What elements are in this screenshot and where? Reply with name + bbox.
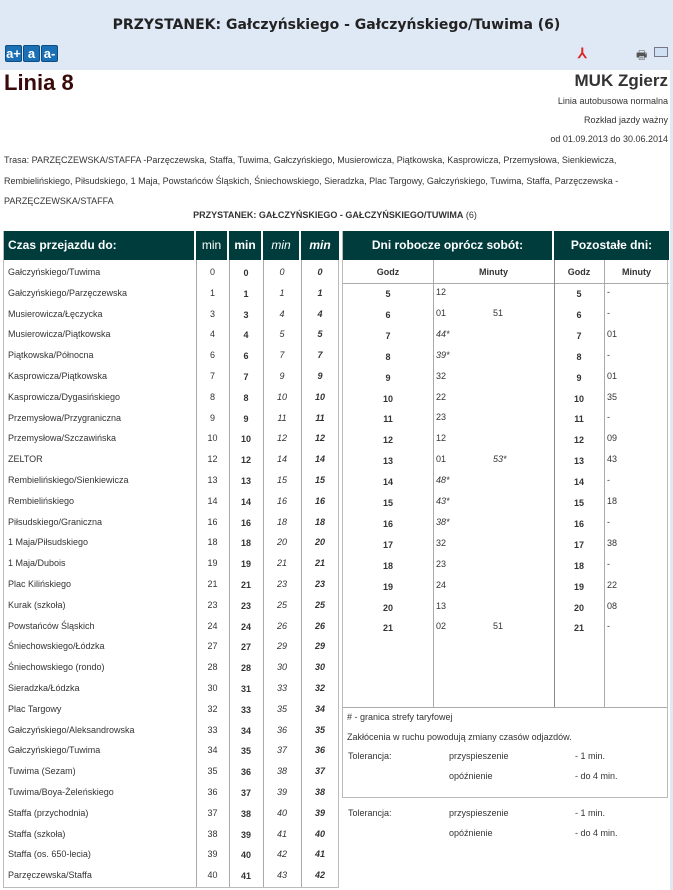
font-size-controls [5,45,58,62]
stop-name: Kasprowicza/Dygasińskiego [8,391,121,402]
travel-minutes: 43 [276,870,287,881]
font-normal-button[interactable]: a [23,45,40,62]
travel-minutes: 25 [276,599,287,610]
tolerance-late: opóźnienie [449,828,493,838]
stop-name: Tuwima/Boya-Żeleńskiego [8,787,114,797]
min-header: min [196,231,229,260]
fare-zone-note: # - granica strefy taryfowej [347,712,453,722]
other-minute: 38 [607,537,618,548]
travel-minutes: 32 [207,703,218,714]
other-minute: - [607,516,610,527]
travel-minutes: 38 [240,808,251,819]
travel-time-header: Czas przejazdu do: [4,231,196,260]
weekday-hour: 7 [385,330,391,341]
other-minute: 43 [607,454,618,465]
other-hour: 20 [573,602,584,613]
travel-minutes: 3 [243,309,249,320]
stop-name: Plac Targowy [8,703,62,714]
stop-heading-number: (6) [465,210,477,220]
travel-minutes: 35 [207,766,218,777]
travel-minutes: 23 [240,600,251,611]
other-hour: 17 [573,539,584,550]
travel-minutes: 1 [279,287,285,298]
travel-minutes: 29 [314,641,325,652]
travel-minutes: 31 [240,684,251,694]
weekday-minute: 24 [436,579,447,590]
other-hour: 16 [573,518,584,529]
stop-name: 1 Maja/Piłsudskiego [8,537,89,548]
travel-minutes: 41 [276,828,287,839]
travel-minutes: 15 [314,475,325,485]
other-minute: - [607,558,610,569]
travel-minutes: 18 [240,538,251,549]
tolerance-early-value: - 1 min. [575,751,606,761]
stop-name: Parzęczewska/Staffa [8,870,92,881]
travel-minutes: 15 [276,475,287,485]
travel-minutes: 40 [314,828,325,839]
print-icon[interactable]: 🖶 [636,48,648,62]
other-hour: 18 [573,560,584,571]
travel-minutes: 39 [240,829,251,840]
tolerance-late-value: - do 4 min. [575,828,618,838]
departures-table [342,231,668,838]
weekday-minute-italic: 38* [436,516,450,527]
weekday-minutes-header: Minuty [433,260,554,284]
travel-minutes: 42 [314,870,325,881]
travel-minutes: 34 [314,703,325,714]
stop-name: Gałczyńskiego/Parzęczewska [8,287,128,298]
travel-minutes: 21 [276,558,287,569]
travel-minutes: 16 [276,495,287,506]
validity-label: Rozkład jazdy ważny [583,115,668,125]
other-minute: - [607,412,610,423]
travel-minutes: 36 [276,724,287,735]
travel-minutes: 7 [317,350,323,361]
travel-minutes: 12 [240,455,251,466]
other-hour: 12 [573,435,584,446]
other-hour-header: Godz [554,260,604,284]
stop-heading-name: PRZYSTANEK: GAŁCZYŃSKIEGO - GAŁCZYŃSKIEGO/TUWIMA [193,210,464,220]
weekday-hour: 6 [385,309,391,320]
travel-minutes: 27 [207,641,218,652]
other-hour: 13 [573,456,584,467]
other-hour: 15 [573,498,584,508]
travel-minutes: 10 [314,391,325,402]
travel-minutes: 21 [314,558,325,569]
travel-minutes: 30 [207,683,218,693]
travel-minutes: 18 [276,516,287,527]
weekday-hour: 10 [382,393,393,404]
travel-minutes: 4 [243,330,249,341]
travel-minutes: 5 [279,329,285,340]
travel-minutes: 4 [209,329,215,340]
stop-name: Kasprowicza/Piątkowska [8,371,108,381]
validity-range: od 01.09.2013 do 30.06.2014 [550,134,668,144]
travel-minutes: 42 [276,849,287,860]
travel-minutes: 9 [279,371,285,381]
stop-name: Sieradzka/Łódzka [8,683,80,693]
min-header: min [229,231,263,260]
travel-minutes: 14 [207,495,218,506]
travel-minutes: 7 [243,372,249,382]
stop-name: Plac Kilińskiego [8,579,72,589]
travel-minutes: 23 [207,599,218,610]
other-minute: 18 [607,496,618,506]
stop-name: Śniechowskiego (rondo) [8,662,105,673]
weekday-hour: 13 [382,456,393,467]
other-hour: 11 [574,414,584,425]
travel-minutes: 24 [207,620,218,631]
page-title: PRZYSTANEK: Gałczyńskiego - Gałczyńskiego/Tuwima (6) [112,17,561,33]
travel-minutes: 16 [207,516,218,527]
weekday-minute-italic: 39* [436,349,450,360]
tolerance-label: Tolerancja: [348,808,392,818]
travel-minutes: 39 [207,849,218,860]
stop-name: Gałczyńskiego/Aleksandrowska [8,724,135,735]
travel-minutes: 11 [277,412,287,423]
travel-minutes: 12 [207,454,218,465]
travel-time-table [3,231,339,888]
weekday-hour: 15 [382,498,393,508]
other-minutes-header: Minuty [604,260,669,284]
travel-minutes: 37 [314,766,325,777]
travel-minutes: 35 [240,746,251,757]
travel-minutes: 10 [207,433,218,444]
travel-minutes: 39 [314,807,325,818]
weekday-minute-italic: 53* [493,454,507,465]
travel-minutes: 36 [207,787,218,797]
travel-minutes: 27 [240,642,251,653]
travel-minutes: 9 [243,413,249,424]
travel-minutes: 39 [276,787,287,797]
stop-name: 1 Maja/Dubois [8,558,66,569]
disruption-note: Zakłócenia w ruchu powodują zmiany czasów odjazdów. [347,732,572,742]
stop-name: Przemysłowa/Szczawińska [8,433,117,444]
stop-name: Staffa (os. 650-lecia) [8,849,91,860]
other-hour: 7 [576,330,582,341]
weekday-hour: 8 [385,351,391,362]
travel-minutes: 38 [207,828,218,839]
travel-minutes: 1 [317,287,323,298]
travel-minutes: 8 [209,391,215,402]
travel-minutes: 34 [207,745,218,756]
weekday-minute: 01 [436,307,447,318]
route-description: Trasa: PARZĘCZEWSKA/STAFFA -Parzęczewska, Staffa, Tuwima, Gałczyńskiego, Musierowicza, Piątkowska, Kasprowicza, Przemysłowa, Sienkiewicza, Rembielińskiego, Piłsudskiego, 1 Maja, Powstańców Śląskich, Śniechowskiego, Sieradzka, Plac Targowy, Gałczyńskiego, Tuwima, Staffa, Parzęczewska - PARZĘCZEWSKA/STAFFA [4,155,619,206]
travel-minutes: 41 [314,849,325,860]
travel-minutes: 40 [207,870,218,881]
weekday-minute-italic: 48* [436,475,450,486]
timetable-content [0,70,670,890]
other-hour: 19 [573,581,584,592]
other-minute: 09 [607,433,618,444]
travel-minutes: 18 [207,537,218,548]
stop-name: Tuwima (Sezam) [8,766,76,777]
travel-minutes: 19 [207,558,218,569]
travel-minutes: 30 [276,662,287,673]
travel-minutes: 0 [243,268,249,278]
tolerance-late-value: - do 4 min. [575,771,618,781]
tolerance-late: opóźnienie [449,771,493,781]
travel-minutes: 32 [314,683,325,693]
stop-name: Musierowicza/Piątkowska [8,329,111,340]
other-minute: 08 [607,600,618,611]
weekday-minute: 32 [436,537,447,548]
travel-minutes: 1 [243,288,249,299]
stop-name: Rembielińskiego/Sienkiewicza [8,475,129,485]
weekday-minute: 51 [493,621,504,632]
weekday-hour: 18 [382,560,393,571]
weekday-hour: 14 [382,477,393,488]
min-header: min [301,231,339,260]
travel-minutes: 37 [276,745,287,756]
other-minute: - [607,287,610,297]
stop-name: Piątkowska/Północna [8,350,94,361]
travel-minutes: 38 [314,787,325,797]
weekday-minute: 02 [436,621,447,632]
other-days-header: Pozostałe dni: [554,231,669,260]
travel-minutes: 20 [314,537,325,548]
weekday-minute: 12 [436,433,447,444]
travel-minutes: 35 [314,724,325,735]
travel-minutes: 34 [240,725,251,736]
weekday-minute: 23 [436,412,447,423]
line-type: Linia autobusowa normalna [557,96,668,106]
travel-minutes: 37 [207,807,218,818]
weekday-hour: 12 [382,435,393,446]
tolerance-early-value: - 1 min. [575,808,606,818]
travel-minutes: 30 [314,662,325,673]
other-hour: 10 [573,393,584,404]
other-minute: 22 [607,579,618,590]
min-header: min [263,231,301,260]
travel-minutes: 23 [314,579,325,589]
travel-minutes: 14 [240,496,251,507]
travel-minutes: 6 [209,350,215,361]
travel-minutes: 16 [240,517,251,528]
travel-minutes: 9 [209,412,215,423]
tolerance-label: Tolerancja: [348,751,392,761]
travel-minutes: 38 [276,766,287,777]
travel-minutes: 28 [240,663,251,674]
travel-minutes: 0 [279,267,285,277]
line-name: Linia 8 [4,70,74,95]
travel-minutes: 26 [314,620,325,631]
other-hour: 14 [573,477,584,488]
travel-minutes: 20 [276,537,287,548]
stop-name: Śniechowskiego/Łódzka [8,641,105,652]
stop-name: Powstańców Śląskich [8,620,95,631]
stop-name: Staffa (przychodnia) [8,807,89,818]
travel-minutes: 24 [240,621,251,632]
travel-minutes: 23 [276,579,287,589]
stop-name: Przemysłowa/Przygraniczna [8,412,122,423]
travel-minutes: 13 [240,476,251,486]
travel-minutes: 14 [276,454,287,465]
other-hour: 5 [576,289,582,299]
travel-minutes: 40 [276,807,287,818]
weekday-hour-header: Godz [343,260,433,284]
other-minute: 35 [607,391,618,402]
stop-name: Gałczyńskiego/Tuwima [8,267,101,277]
other-minute: - [607,621,610,632]
other-minute: - [607,475,610,486]
travel-minutes: 4 [317,308,323,319]
weekday-minute: 13 [436,600,447,611]
weekday-hour: 20 [382,602,393,613]
weekday-hour: 5 [385,289,391,299]
stop-name: Staffa (szkoła) [8,828,66,839]
travel-minutes: 40 [240,850,251,861]
travel-minutes: 16 [314,495,325,506]
weekday-minute: 23 [436,558,447,569]
travel-minutes: 29 [276,641,287,652]
travel-minutes: 41 [240,871,251,882]
travel-minutes: 12 [314,433,325,444]
travel-minutes: 21 [207,579,218,589]
other-minute: - [607,349,610,360]
weekday-minute: 01 [436,454,447,465]
email-icon[interactable] [654,47,668,57]
travel-minutes: 9 [317,371,323,381]
weekday-minute: 22 [436,391,447,402]
travel-minutes: 0 [317,267,323,277]
weekday-minute-italic: 43* [436,496,450,506]
travel-minutes: 37 [240,788,251,798]
travel-minutes: 0 [209,267,215,277]
travel-minutes: 36 [314,745,325,756]
other-minute: 01 [607,370,618,381]
travel-minutes: 10 [276,391,287,402]
weekday-hour: 17 [382,539,393,550]
travel-minutes: 10 [240,434,251,445]
weekday-minute-italic: 44* [436,328,450,339]
travel-minutes: 35 [276,703,287,714]
travel-minutes: 26 [276,620,287,631]
travel-minutes: 14 [314,454,325,465]
travel-minutes: 1 [209,287,215,298]
weekday-hour: 19 [382,581,393,592]
operator-name: MUK Zgierz [574,71,668,90]
travel-minutes: 3 [209,308,215,319]
travel-minutes: 33 [207,724,218,735]
stop-name: Gałczyńskiego/Tuwima [8,745,101,756]
other-hour: 21 [573,623,584,634]
travel-minutes: 6 [243,351,249,362]
weekday-hour: 16 [382,518,393,529]
travel-minutes: 7 [279,350,285,361]
stop-heading [0,210,670,220]
tolerance-early: przyspieszenie [449,808,509,818]
travel-minutes: 25 [314,599,325,610]
travel-minutes: 21 [240,580,251,590]
stop-name: Musierowicza/Łęczycka [8,308,103,319]
weekday-minute: 32 [436,370,447,381]
travel-minutes: 36 [240,767,251,778]
stop-name: Kurak (szkoła) [8,599,66,610]
pdf-icon[interactable]: ⅄ [578,45,587,61]
other-hour: 9 [576,372,582,383]
travel-minutes: 33 [276,683,287,693]
travel-minutes: 18 [314,516,325,527]
travel-minutes: 11 [315,412,325,423]
travel-minutes: 19 [240,559,251,570]
weekday-hour: 9 [385,372,391,383]
weekday-minute: 51 [493,307,504,318]
travel-minutes: 13 [207,475,218,485]
travel-minutes: 33 [240,704,251,715]
tolerance-early: przyspieszenie [449,751,509,761]
stop-name: ZELTOR [8,454,43,465]
travel-minutes: 12 [276,433,287,444]
travel-minutes: 5 [317,329,323,340]
other-hour: 6 [576,309,582,320]
other-minute: 01 [607,328,618,339]
travel-minutes: 8 [243,392,249,403]
other-hour: 8 [576,351,582,362]
stop-name: Piłsudskiego/Graniczna [8,516,103,527]
travel-minutes: 4 [279,308,285,319]
weekday-hour: 11 [383,414,393,425]
weekday-hour: 21 [382,623,393,634]
weekday-minute: 12 [436,287,447,297]
font-increase-button[interactable]: a+ [6,46,21,61]
weekday-header: Dni robocze oprócz sobót: [343,231,554,260]
stop-name: Rembielińskiego [8,495,75,506]
travel-minutes: 28 [207,662,218,673]
font-decrease-button[interactable]: a- [41,45,58,62]
other-minute: - [607,307,610,318]
travel-minutes: 7 [209,371,215,381]
